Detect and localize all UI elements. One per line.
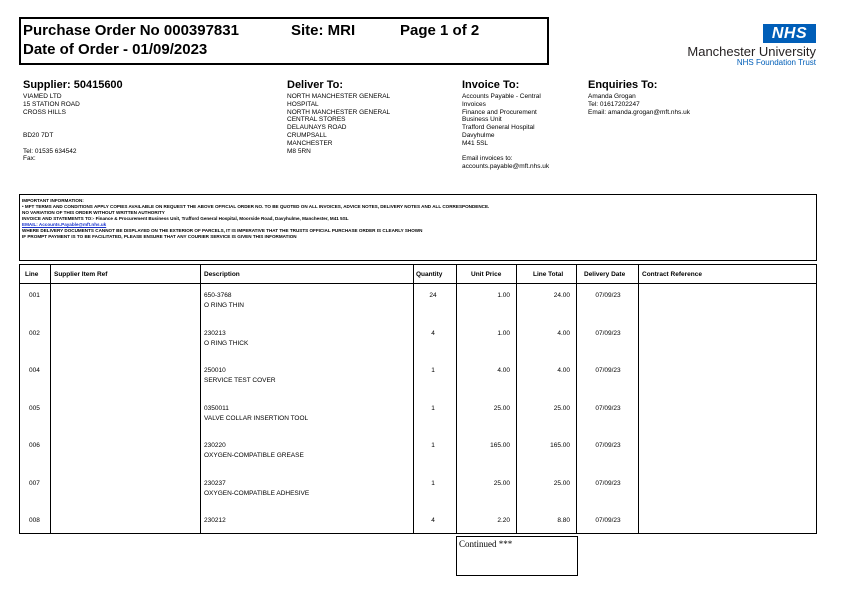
header-line-total: Line Total xyxy=(533,271,564,278)
row-line-number: 002 xyxy=(29,329,40,337)
enquiries-line: Email: amanda.grogan@mft.nhs.uk xyxy=(588,108,690,116)
row-quantity: 1 xyxy=(431,367,435,374)
enquiries-line: Tel: 01617202247 xyxy=(588,100,640,108)
supplier-lines xyxy=(23,93,123,163)
invoice-line: Davyhulme xyxy=(462,131,495,139)
header-description: Description xyxy=(204,271,240,278)
line-items-table xyxy=(19,264,817,534)
notice-email-link[interactable]: EMAIL: Accounts.Payable@mft.nhs.uk xyxy=(22,222,107,227)
header-line: Line xyxy=(25,271,39,278)
row-item-code: 230237 xyxy=(204,479,226,487)
row-delivery-date: 07/09/23 xyxy=(595,442,621,449)
enquiries-block xyxy=(588,79,690,116)
supplier-line: Tel: 01535 634542 xyxy=(23,147,77,155)
deliver-line: NORTH MANCHESTER GENERAL xyxy=(287,108,391,116)
row-line-total: 24.00 xyxy=(553,292,570,299)
deliver-line: HOSPITAL xyxy=(287,100,319,108)
row-quantity: 1 xyxy=(431,404,435,412)
notice-line: NO VARIATION OF THIS ORDER WITHOUT WRITTEN AUTHORITY xyxy=(22,210,165,215)
row-unit-price: 25.00 xyxy=(493,479,510,487)
invoice-line: Invoices xyxy=(462,100,486,108)
supplier-line xyxy=(23,124,123,132)
row-description: O RING THIN xyxy=(204,302,244,309)
header-contract-ref: Contract Reference xyxy=(642,271,702,278)
row-delivery-date: 07/09/23 xyxy=(595,292,621,299)
nhs-logo: NHS xyxy=(763,24,816,43)
row-description: OXYGEN-COMPATIBLE GREASE xyxy=(204,452,304,459)
row-item-code: 650-3768 xyxy=(204,292,232,299)
notice-line: INVOICE AND STATEMENTS TO:- Finance & Procurement Business Unit, Trafford General Hospital, Moorside Road, Davyhulme, Manchester, M41 5SL xyxy=(22,216,349,221)
invoice-line: Trafford General Hospital xyxy=(462,124,535,132)
invoice-line xyxy=(462,148,549,156)
supplier-line: 15 STATION ROAD xyxy=(23,100,80,108)
invoice-line: Business Unit xyxy=(462,116,502,124)
row-item-code: 0350011 xyxy=(204,404,229,412)
row-line-number: 007 xyxy=(29,479,40,487)
notice-line: • MFT TERMS AND CONDITIONS APPLY COPIES AVAILABLE ON REQUEST THE ABOVE OFFICIAL ORDER NO. TO BE QUOTED ON ALL INVOICES, ADVICE NOTES, DELIVERY NOTES AND ALL CORRESPONDENCE. xyxy=(22,204,490,209)
row-quantity: 1 xyxy=(431,479,435,487)
row-unit-price: 2.20 xyxy=(497,517,510,524)
deliver-lines xyxy=(287,93,390,155)
row-delivery-date: 07/09/23 xyxy=(595,517,621,524)
header-quantity: Quantity xyxy=(416,271,443,278)
row-line-number: 006 xyxy=(29,442,40,449)
supplier-line xyxy=(23,116,123,124)
row-item-code: 230213 xyxy=(204,329,226,337)
row-quantity: 4 xyxy=(431,329,435,337)
header-unit-price: Unit Price xyxy=(471,271,502,278)
enquiries-line: Amanda Grogan xyxy=(588,93,636,100)
supplier-block xyxy=(23,79,123,163)
row-unit-price: 1.00 xyxy=(497,329,510,337)
deliver-line: CENTRAL STORES xyxy=(287,116,346,124)
row-line-total: 8.80 xyxy=(557,517,570,524)
invoice-lines xyxy=(462,93,549,171)
row-description: SERVICE TEST COVER xyxy=(204,377,276,384)
deliver-line: M8 5RN xyxy=(287,147,311,155)
row-line-number: 005 xyxy=(29,404,40,412)
invoice-line: M41 5SL xyxy=(462,139,489,147)
supplier-line: VIAMED LTD xyxy=(23,93,62,100)
row-description: O RING THICK xyxy=(204,339,249,347)
site-label: Site: MRI xyxy=(291,22,356,39)
notice-line: WHERE DELIVERY DOCUMENTS CANNOT BE DISPLAYED ON THE EXTERIOR OF PARCELS, IT IS IMPERATIVE THAT THE TRUSTS OFFICIAL PURCHASE ORDER IS CLEARLY SHOWN xyxy=(22,228,423,233)
invoice-block xyxy=(462,79,549,171)
trust-name: NHS Foundation Trust xyxy=(736,58,816,67)
row-item-code: 230212 xyxy=(204,517,226,524)
deliver-block xyxy=(287,79,390,155)
enquiries-title: Enquiries To: xyxy=(588,79,658,91)
row-unit-price: 165.00 xyxy=(490,442,510,449)
invoice-title: Invoice To: xyxy=(462,79,520,91)
row-unit-price: 4.00 xyxy=(497,367,510,374)
supplier-line: CROSS HILLS xyxy=(23,108,66,116)
row-line-number: 001 xyxy=(29,292,40,299)
invoice-line: Finance and Procurement xyxy=(462,108,537,116)
header-delivery-date: Delivery Date xyxy=(584,271,626,278)
row-line-number: 008 xyxy=(29,517,40,524)
invoice-line: Email invoices to: xyxy=(462,155,513,163)
row-description: OXYGEN-COMPATIBLE ADHESIVE xyxy=(204,489,310,497)
row-item-code: 250010 xyxy=(204,367,226,374)
row-unit-price: 25.00 xyxy=(493,404,510,412)
row-item-code: 230220 xyxy=(204,442,226,449)
row-delivery-date: 07/09/23 xyxy=(595,479,621,487)
row-line-total: 25.00 xyxy=(553,479,570,487)
notice-line: IF PROMPT PAYMENT IS TO BE FACILITATED, PLEASE ENSURE THAT ANY COURIER SERVICE IS GIVEN THIS INFORMATION xyxy=(22,234,297,239)
supplier-line: BD20 7DT xyxy=(23,131,54,139)
row-description: VALVE COLLAR INSERTION TOOL xyxy=(204,414,309,422)
enquiries-lines xyxy=(588,93,690,116)
row-line-total: 25.00 xyxy=(553,404,570,412)
deliver-line: NORTH MANCHESTER GENERAL xyxy=(287,93,391,100)
page-indicator: Page 1 of 2 xyxy=(400,22,480,39)
header-supplier-ref: Supplier Item Ref xyxy=(54,271,108,278)
row-line-total: 4.00 xyxy=(557,329,570,337)
row-quantity: 24 xyxy=(429,292,437,299)
row-line-total: 165.00 xyxy=(550,442,570,449)
supplier-line xyxy=(23,140,123,148)
deliver-title: Deliver To: xyxy=(287,79,344,91)
invoice-line: Accounts Payable - Central xyxy=(462,93,541,100)
order-date: Date of Order - 01/09/2023 xyxy=(23,41,208,58)
row-line-total: 4.00 xyxy=(557,367,570,374)
continued-note: Continued *** xyxy=(456,536,578,576)
row-line-number: 004 xyxy=(29,367,40,374)
row-unit-price: 1.00 xyxy=(497,292,510,299)
notice-line: IMPORTANT INFORMATION: xyxy=(22,198,84,203)
important-notice xyxy=(19,194,817,261)
po-number: Purchase Order No 000397831 xyxy=(23,22,239,39)
invoice-line: accounts.payable@mft.nhs.uk xyxy=(462,163,550,171)
row-quantity: 1 xyxy=(431,442,435,449)
supplier-title: Supplier: 50415600 xyxy=(23,79,123,91)
org-name: Manchester University xyxy=(687,44,816,59)
row-quantity: 4 xyxy=(431,517,435,524)
row-delivery-date: 07/09/23 xyxy=(595,404,621,412)
supplier-line: Fax: xyxy=(23,155,36,163)
deliver-line: CRUMPSALL xyxy=(287,131,327,139)
deliver-line: DELAUNAYS ROAD xyxy=(287,124,347,132)
row-delivery-date: 07/09/23 xyxy=(595,367,621,374)
row-delivery-date: 07/09/23 xyxy=(595,329,621,337)
deliver-line: MANCHESTER xyxy=(287,139,333,147)
